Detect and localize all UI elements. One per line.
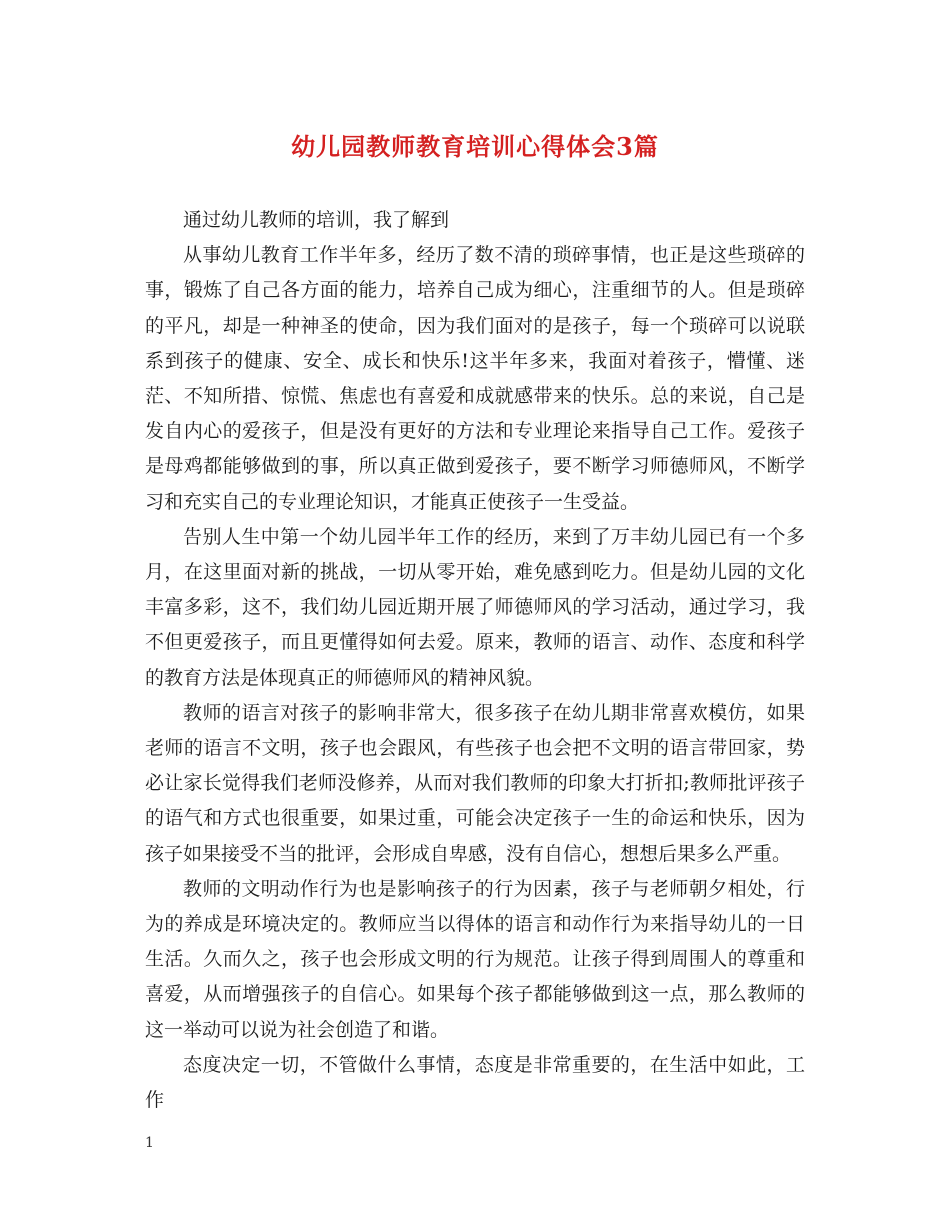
intro-paragraph: 通过幼儿教师的培训，我了解到: [183, 209, 450, 231]
body-paragraph: 教师的文明动作行为也是影响孩子的行为因素，孩子与老师朝夕相处，行为的养成是环境决定的。教师应当以得体的语言和动作行为来指导幼儿的一日生活。久而久之，孩子也会形成文明的行为规范。让孩子得到周围人的尊重和喜爱，从而增强孩子的自信心。如果每个孩子都能够做到这一点，那么教师的这一举动可以说为社会创造了和谐。: [145, 877, 805, 1041]
body-paragraph: 从事幼儿教育工作半年多，经历了数不清的琐碎事情，也正是这些琐碎的事，锻炼了自己各方面的能力，培养自己成为细心，注重细节的人。但是琐碎的平凡，却是一种神圣的使命，因为我们面对的是孩子，每一个琐碎可以说联系到孩子的健康、安全、成长和快乐!这半年多来，我面对着孩子，懵懂、迷茫、不知所措、惊慌、焦虑也有喜爱和成就感带来的快乐。总的来说，自己是发自内心的爱孩子，但是没有更好的方法和专业理论来指导自己工作。爱孩子是母鸡都能够做到的事，所以真正做到爱孩子，要不断学习师德师风，不断学习和充实自己的专业理论知识，才能真正使孩子一生受益。: [145, 244, 805, 513]
document-title: 幼儿园教师教育培训心得体会3篇: [291, 132, 659, 161]
document-body: [145, 203, 805, 1118]
page-number: 1: [145, 1135, 154, 1151]
body-paragraph: 教师的语言对孩子的影响非常大，很多孩子在幼儿期非常喜欢模仿，如果老师的语言不文明，孩子也会跟风，有些孩子也会把不文明的语言带回家，势必让家长觉得我们老师没修养，从而对我们教师的印象大打折扣;教师批评孩子的语气和方式也很重要，如果过重，可能会决定孩子一生的命运和快乐，因为孩子如果接受不当的批评，会形成自卑感，没有自信心，想想后果多么严重。: [145, 701, 805, 865]
body-paragraph: 告别人生中第一个幼儿园半年工作的经历，来到了万丰幼儿园已有一个多月，在这里面对新的挑战，一切从零开始，难免感到吃力。但是幼儿园的文化丰富多彩，这不，我们幼儿园近期开展了师德师风的学习活动，通过学习，我不但更爱孩子，而且更懂得如何去爱。原来，教师的语言、动作、态度和科学的教育方法是体现真正的师德师风的精神风貌。: [145, 525, 805, 689]
body-paragraph: 态度决定一切，不管做什么事情，态度是非常重要的，在生活中如此，工作: [145, 1053, 805, 1112]
